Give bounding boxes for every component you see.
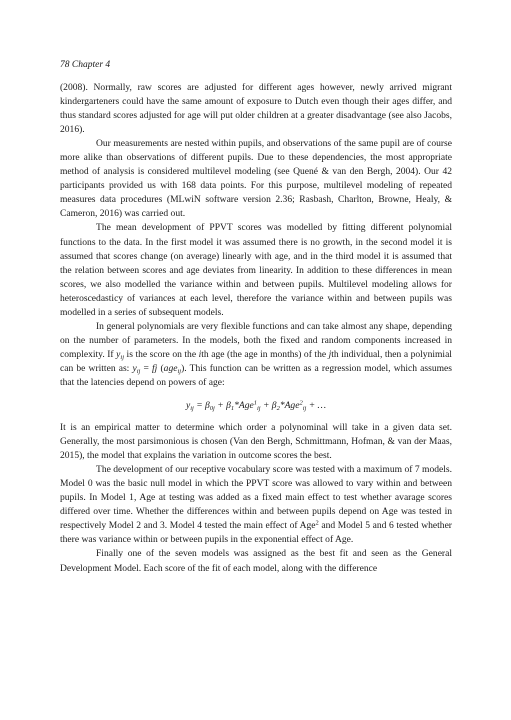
paragraph bbox=[60, 320, 452, 390]
formula-term: + … bbox=[306, 400, 327, 412]
formula-term: y bbox=[185, 400, 191, 412]
paragraph: Our measurements are nested within pupils, and observations of the same pupil are of course more alike than observations of different pupils. Due to these dependencies, the most appropriate method of analysis is considered multilevel modeling (see Quené & van den Bergh, 2004). Our 42 participants provided us with 168 data points. For this purpose, multilevel modeling of repeated measures data procedures (MLwiN software version 2.36; Rasbash, Charlton, Browne, Healy, & Cameron, 2016) was carried out. bbox=[60, 138, 452, 220]
paragraph: (2008). Normally, raw scores are adjusted for different ages however, newly arrived migrant kindergarteners could have the same amount of exposure to Dutch even though their ages differ, and thus standard scores adjusted for age will put older children at a greater disadvantage (see also Jacobs, 2016). bbox=[60, 82, 452, 136]
math-function: fj bbox=[152, 362, 158, 374]
formula-term: *Age bbox=[234, 400, 254, 412]
math-subscript: ij bbox=[177, 367, 182, 375]
math-paren: ( bbox=[157, 362, 164, 374]
formula-subscript: ij bbox=[256, 405, 261, 413]
math-variable: i bbox=[198, 348, 202, 360]
text-run: In general polynomials are very flexible functions and can take almost any shape, depending on the number of parameters. In the models, both the fixed and random components increased in complexity. If bbox=[60, 320, 452, 360]
superscript: 2 bbox=[315, 519, 319, 527]
paragraph bbox=[60, 463, 452, 547]
math-variable: y bbox=[132, 362, 137, 374]
regression-formula bbox=[60, 399, 452, 413]
text-run: and Model 5 and 6 tested whether there was variance within or between pupils in the exponential effect of Age. bbox=[60, 520, 452, 546]
paragraph: The mean development of PPVT scores was modelled by fitting different polynomial functions to the data. In the first model it was assumed there is no growth, in the second model it is assumed that scores change (on average) linearly with age, and in the third model it is assumed that the relation between scores and age deviates from linearity. In addition to these differences in mean scores, we also modelled the variance within and between pupils. Multilevel modeling allows for heteroscedasticy of variances at each level, therefore the variance within and between pupils was modelled in a series of subsequent models. bbox=[60, 222, 452, 318]
text-run: . This function can be written as a regression model, which assumes that the latencies depend on powers of age: bbox=[60, 362, 452, 388]
math-subscript: ij bbox=[120, 353, 125, 361]
math-paren: ) bbox=[181, 362, 185, 374]
text-run: is the score on the bbox=[124, 348, 199, 360]
running-header: 78 Chapter 4 bbox=[60, 60, 111, 70]
formula-subscript: 2 bbox=[276, 405, 280, 413]
math-variable: age bbox=[163, 362, 178, 374]
text-run: th age (the age in months) of the bbox=[201, 348, 329, 360]
formula-subscript: 1 bbox=[230, 405, 235, 413]
formula-term: + β bbox=[214, 400, 231, 412]
formula-superscript: 2 bbox=[299, 399, 303, 407]
text-run: th individual, then a polynimial can be written as: bbox=[60, 348, 452, 374]
math-variable: y bbox=[116, 348, 121, 360]
formula-term: + β bbox=[260, 400, 277, 412]
formula-subscript: 0j bbox=[209, 405, 215, 413]
math-operator: = bbox=[140, 362, 153, 374]
formula-term: *Age bbox=[279, 400, 300, 412]
paragraph: It is an empirical matter to determine which order a polynominal will take in a given data set. Generally, the most parsimonious is chosen (Van den Bergh, Schmittmann, Hofman, & van der Maas, 2015), the model that explains the variation in outcome scores the best. bbox=[60, 422, 452, 462]
formula-term: = β bbox=[193, 400, 210, 412]
paragraph: Finally one of the seven models was assigned as the best fit and seen as the General Development Model. Each score of the fit of each model, along with the difference bbox=[60, 548, 452, 574]
math-variable: j bbox=[328, 348, 332, 360]
formula-superscript: 1 bbox=[253, 399, 257, 407]
formula-subscript: ij bbox=[190, 405, 194, 413]
formula-subscript: ij bbox=[302, 405, 307, 413]
body-text bbox=[60, 81, 452, 576]
text-run: The development of our receptive vocabulary score was tested with a maximum of 7 models. Model 0 was the basic null model in which the PPVT score was allowed to vary within and between pupils. In Model 1, Age at testing was added as a fixed main effect to test whether avarage scores differed over time. Whether the differences within and between pupils depend on Age was tested in respectively Model 2 and 3. Model 4 tested the main effect of Age bbox=[60, 464, 452, 532]
math-subscript: ij bbox=[136, 367, 141, 375]
